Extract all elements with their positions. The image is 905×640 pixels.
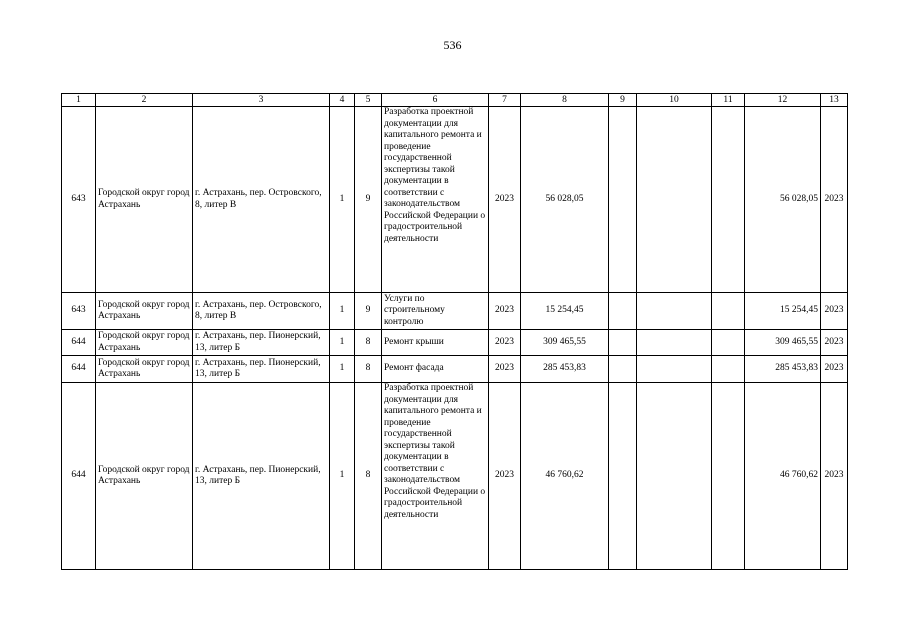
- column-header-6: 6: [382, 94, 489, 107]
- col9-cell: [609, 107, 637, 293]
- address-cell: г. Астрахань, пер. Пионерский, 13, литер Б: [193, 330, 330, 356]
- table-row: [62, 356, 848, 383]
- row-number: 644: [62, 356, 96, 383]
- table-body: [62, 107, 848, 570]
- col4-cell: 1: [330, 107, 355, 293]
- cost-cell: 285 453,83: [521, 356, 609, 383]
- municipality-cell: Городской округ город Астрахань: [96, 107, 193, 293]
- col11-cell: [712, 330, 745, 356]
- table-row: [62, 107, 848, 293]
- work-type-cell: Услуги по строительному контролю: [382, 293, 489, 330]
- column-header-4: 4: [330, 94, 355, 107]
- cost-cell: 56 028,05: [521, 107, 609, 293]
- table-header: [62, 94, 848, 107]
- column-header-2: 2: [96, 94, 193, 107]
- row-number: 644: [62, 330, 96, 356]
- column-header-10: 10: [637, 94, 712, 107]
- year-cell: 2023: [489, 293, 521, 330]
- capital-repair-table: [61, 93, 848, 570]
- col5-cell: 8: [355, 330, 382, 356]
- row-number: 643: [62, 293, 96, 330]
- address-cell: г. Астрахань, пер. Островского, 8, литер В: [193, 293, 330, 330]
- col5-cell: 8: [355, 383, 382, 570]
- col9-cell: [609, 330, 637, 356]
- work-type-cell: Разработка проектной документации для капитального ремонта и проведение государственной экспертизы такой документации в соответствии с законодательством Российской Федерации о градостроительной деятельности: [382, 107, 489, 293]
- total-cost-cell: 309 465,55: [745, 330, 821, 356]
- municipality-cell: Городской округ город Астрахань: [96, 330, 193, 356]
- municipality-cell: Городской округ город Астрахань: [96, 293, 193, 330]
- completion-year-cell: 2023: [821, 383, 848, 570]
- col10-cell: [637, 356, 712, 383]
- col11-cell: [712, 107, 745, 293]
- work-type-cell: Разработка проектной документации для капитального ремонта и проведение государственной экспертизы такой документации в соответствии с законодательством Российской Федерации о градостроительной деятельности: [382, 383, 489, 570]
- work-type-cell: Ремонт крыши: [382, 330, 489, 356]
- column-header-12: 12: [745, 94, 821, 107]
- col4-cell: 1: [330, 383, 355, 570]
- year-cell: 2023: [489, 330, 521, 356]
- cost-cell: 15 254,45: [521, 293, 609, 330]
- col9-cell: [609, 383, 637, 570]
- col10-cell: [637, 330, 712, 356]
- total-cost-cell: 46 760,62: [745, 383, 821, 570]
- year-cell: 2023: [489, 107, 521, 293]
- completion-year-cell: 2023: [821, 330, 848, 356]
- column-header-1: 1: [62, 94, 96, 107]
- total-cost-cell: 285 453,83: [745, 356, 821, 383]
- col11-cell: [712, 383, 745, 570]
- col10-cell: [637, 107, 712, 293]
- column-header-7: 7: [489, 94, 521, 107]
- total-cost-cell: 15 254,45: [745, 293, 821, 330]
- year-cell: 2023: [489, 383, 521, 570]
- completion-year-cell: 2023: [821, 293, 848, 330]
- col11-cell: [712, 356, 745, 383]
- cost-cell: 46 760,62: [521, 383, 609, 570]
- address-cell: г. Астрахань, пер. Пионерский, 13, литер Б: [193, 356, 330, 383]
- column-header-5: 5: [355, 94, 382, 107]
- col11-cell: [712, 293, 745, 330]
- col5-cell: 9: [355, 107, 382, 293]
- table-row: [62, 293, 848, 330]
- col4-cell: 1: [330, 293, 355, 330]
- column-header-13: 13: [821, 94, 848, 107]
- col5-cell: 8: [355, 356, 382, 383]
- column-header-9: 9: [609, 94, 637, 107]
- year-cell: 2023: [489, 356, 521, 383]
- col4-cell: 1: [330, 330, 355, 356]
- address-cell: г. Астрахань, пер. Пионерский, 13, литер Б: [193, 383, 330, 570]
- completion-year-cell: 2023: [821, 107, 848, 293]
- col10-cell: [637, 383, 712, 570]
- column-header-11: 11: [712, 94, 745, 107]
- completion-year-cell: 2023: [821, 356, 848, 383]
- column-header-3: 3: [193, 94, 330, 107]
- address-cell: г. Астрахань, пер. Островского, 8, литер В: [193, 107, 330, 293]
- col9-cell: [609, 356, 637, 383]
- row-number: 643: [62, 107, 96, 293]
- row-number: 644: [62, 383, 96, 570]
- col10-cell: [637, 293, 712, 330]
- col9-cell: [609, 293, 637, 330]
- column-header-8: 8: [521, 94, 609, 107]
- page-number: 536: [443, 38, 462, 52]
- work-type-cell: Ремонт фасада: [382, 356, 489, 383]
- cost-cell: 309 465,55: [521, 330, 609, 356]
- municipality-cell: Городской округ город Астрахань: [96, 383, 193, 570]
- table-row: [62, 383, 848, 570]
- header-row: [62, 94, 848, 107]
- municipality-cell: Городской округ город Астрахань: [96, 356, 193, 383]
- table-row: [62, 330, 848, 356]
- col4-cell: 1: [330, 356, 355, 383]
- total-cost-cell: 56 028,05: [745, 107, 821, 293]
- col5-cell: 9: [355, 293, 382, 330]
